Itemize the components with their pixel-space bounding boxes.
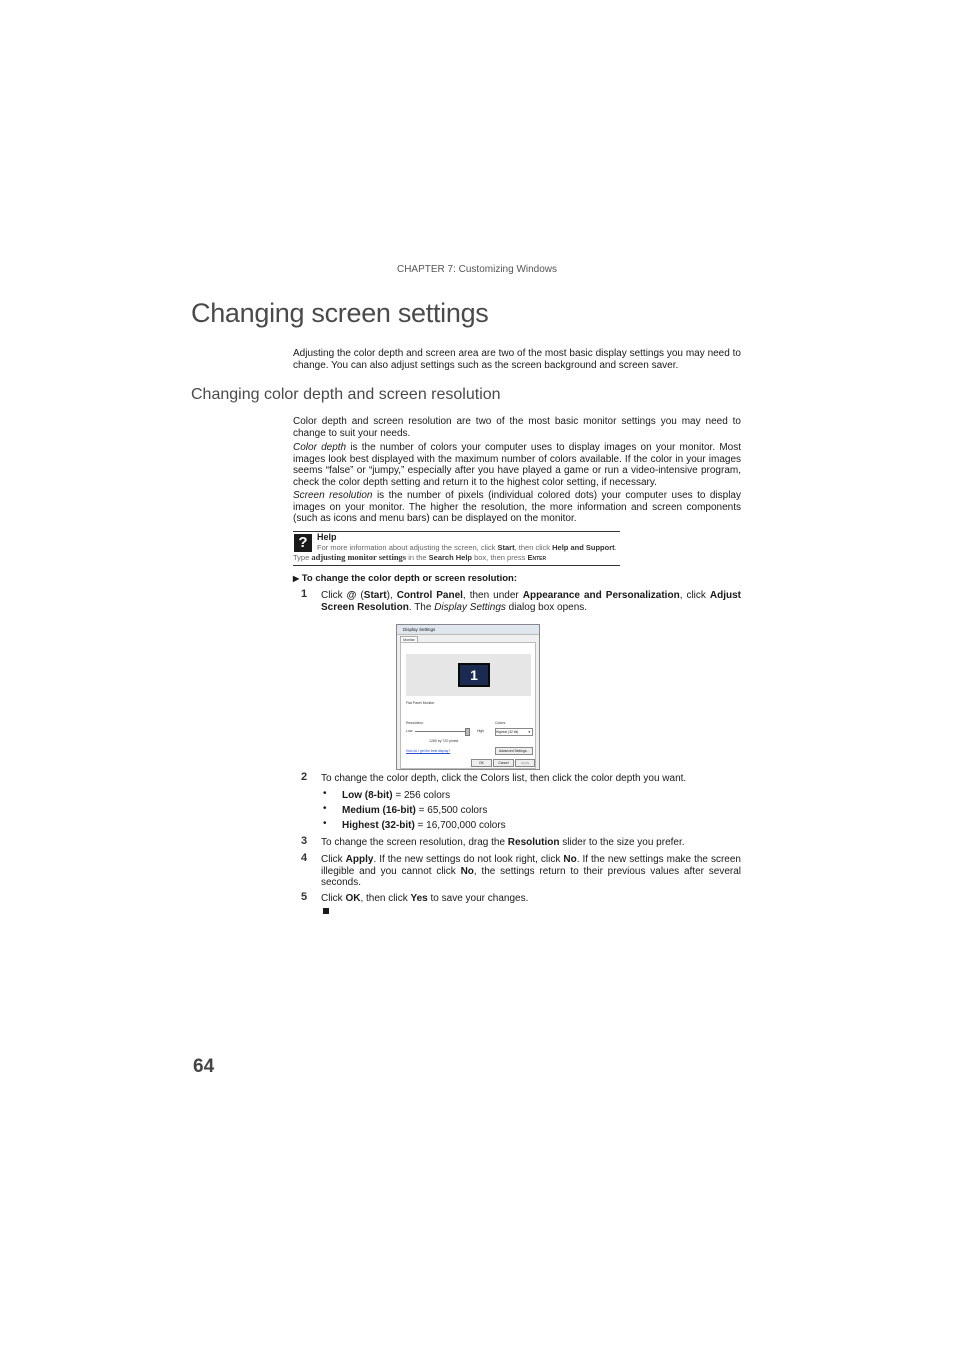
step-number: 3 [301, 835, 308, 847]
help-query: adjusting monitor settings [311, 551, 407, 562]
advanced-settings-button: Advanced Settings... [495, 747, 533, 755]
help-box [293, 531, 620, 566]
bullet-value: = 65,500 colors [415, 805, 488, 816]
slider-thumb [465, 728, 470, 736]
paragraph-text: is the number of pixels (individual colored dots) your computer uses to display images on your monitor. The higher the resolution, the more information and screen components (such as icons and menu bars) can be displayed on the monitor. [293, 490, 741, 524]
start-icon: @ [346, 590, 357, 601]
help-search-help: Search Help [428, 552, 472, 562]
step-text: Click [321, 590, 347, 601]
bullet-term: Highest (32-bit) [342, 820, 415, 831]
step-number: 5 [301, 891, 308, 903]
step-number: 4 [301, 852, 308, 864]
step-no: No [563, 854, 577, 865]
step-text: . The [408, 601, 435, 613]
resolution-value: 1280 by 720 pixels [429, 739, 459, 743]
colors-select [495, 728, 533, 736]
step-text: Click [321, 893, 346, 904]
help-text-part: in the [406, 552, 429, 562]
step-3 [321, 837, 741, 849]
step-text: , click [679, 590, 710, 601]
resolution-slider [415, 731, 467, 732]
bullet-term: Medium (16-bit) [342, 805, 416, 816]
ok-button: OK [471, 759, 492, 767]
resolution-label: Resolution: [406, 721, 424, 725]
step-start: Start [363, 590, 387, 601]
bullet-highest [342, 820, 506, 831]
help-heading: Help [317, 532, 337, 542]
high-label: High [477, 729, 485, 733]
step-control-panel: Control Panel [396, 590, 463, 601]
intro-paragraph: Adjusting the color depth and screen area are two of the most basic display settings you may need to change. You can also adjust settings such as the screen background and screen saver. [293, 348, 741, 371]
bullet-icon: • [323, 818, 327, 829]
step-5 [321, 893, 741, 905]
end-of-procedure-icon [323, 908, 329, 914]
bullet-medium [342, 805, 487, 816]
step-text: . If the new settings do not look right, click [373, 854, 564, 865]
step-text: to save your changes. [427, 893, 529, 904]
help-text-part: . Type [293, 543, 617, 562]
step-text: To change the screen resolution, drag the [321, 837, 508, 848]
bullet-value: = 256 colors [392, 790, 451, 801]
chapter-header: CHAPTER 7: Customizing Windows [396, 264, 558, 275]
procedure-title: To change the color depth or screen resolution: [301, 573, 517, 584]
help-enter: Enter [527, 552, 547, 562]
apply-button: Apply [515, 759, 535, 767]
step-1 [321, 590, 741, 613]
paragraph-color-depth [293, 442, 741, 488]
step-text: , the settings return to their previous values after several seconds. [321, 865, 741, 888]
triangle-right-icon: ▶ [293, 574, 300, 583]
step-yes: Yes [410, 893, 428, 904]
term-color-depth: Color depth [293, 442, 347, 453]
step-adjust-resolution: Adjust Screen Resolution [321, 590, 742, 613]
monitor-name: Flat Panel Monitor [406, 701, 435, 705]
dialog-title-bar [397, 625, 539, 635]
help-text-part: box, then press [472, 552, 528, 562]
paragraph-text: is the number of colors your computer uses to display images on your monitor. Most images look best displayed with the maximum number of colors available. If the color in your images seems “false” or “jumpy,” especially after you have played a game or run a video-intensive program, check the color depth setting and return it to the highest color setting, if necessary. [293, 442, 741, 488]
step-number: 1 [301, 588, 308, 600]
colors-value: Highest (32 bit) [496, 730, 519, 734]
help-and-support: Help and Support [552, 543, 615, 552]
step-text: Click [321, 854, 346, 865]
monitor-preview [406, 654, 531, 696]
term-screen-resolution: Screen resolution [293, 490, 373, 501]
step-resolution: Resolution [507, 837, 560, 848]
step-appearance: Appearance and Personalization [522, 590, 680, 601]
display-settings-screenshot [396, 624, 540, 770]
step-text: , then click [360, 893, 411, 904]
chevron-down-icon: ▾ [528, 730, 530, 734]
monitor-icon: 1 [458, 663, 490, 687]
help-start: Start [497, 543, 515, 552]
bullet-value: = 16,700,000 colors [414, 820, 506, 831]
tab-monitor: Monitor [400, 636, 418, 643]
question-mark-icon: ? [294, 534, 312, 552]
step-text: ( [356, 590, 364, 601]
procedure-heading [293, 573, 517, 584]
paragraph-screen-resolution [293, 490, 741, 525]
bullet-icon: • [323, 788, 327, 799]
step-text: ), [386, 590, 397, 601]
step-text: . If the new settings make the screen illegible and you cannot click [321, 854, 741, 877]
paragraph-intro: Color depth and screen resolution are two of the most basic monitor settings you may need to change to suit your needs. [293, 416, 741, 439]
page-number: 64 [193, 1056, 215, 1077]
step-number: 2 [301, 771, 308, 783]
step-text: , then under [462, 590, 523, 601]
step-dialog-name: Display Settings [434, 601, 506, 613]
bullet-low [342, 790, 450, 801]
bullet-term: Low (8-bit) [342, 790, 393, 801]
step-no: No [460, 865, 474, 877]
cancel-button: Cancel [493, 759, 514, 767]
step-apply: Apply [345, 854, 374, 865]
help-text-part: , then click [514, 543, 553, 552]
step-4 [321, 854, 741, 889]
step-text: slider to the size you prefer. [559, 837, 685, 848]
bullet-icon: • [323, 803, 327, 814]
dialog-panel [400, 642, 536, 769]
step-ok: OK [345, 893, 361, 904]
help-text-part: For more information about adjusting the screen, click [317, 543, 498, 552]
dialog-title: Display Settings [403, 627, 436, 632]
low-label: Low [406, 729, 413, 733]
step-text: dialog box opens. [505, 601, 588, 613]
page-title: Changing screen settings [191, 298, 489, 328]
colors-label: Colors: [495, 721, 507, 725]
help-text [293, 543, 620, 562]
help-link: How do I get the best display? [406, 749, 451, 753]
step-2: To change the color depth, click the Colors list, then click the color depth you want. [321, 773, 687, 784]
section-heading: Changing color depth and screen resolution [191, 386, 501, 403]
